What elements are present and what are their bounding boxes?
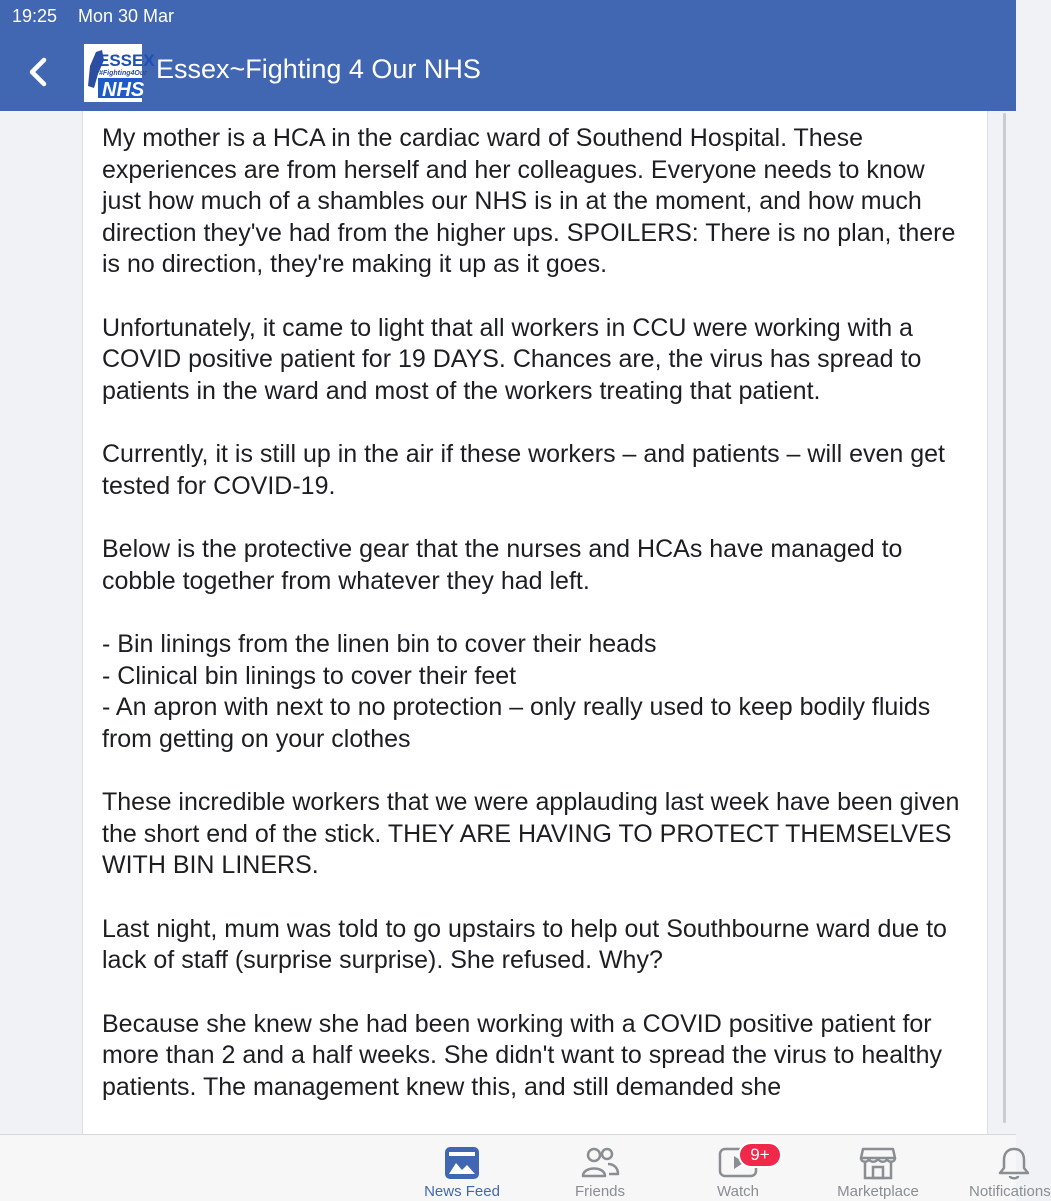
post-paragraph: These incredible workers that we were applauding last week have been given the short end of the stick. THEY ARE HAVING TO PROTECT THEMSELVES WITH BIN LINERS. [102,788,960,879]
watch-notification-badge: 9+ [738,1142,782,1168]
bottom-tab-bar [0,1134,1051,1201]
status-bar [0,0,1016,32]
bell-icon [996,1145,1032,1181]
tab-news-feed[interactable] [410,1135,514,1201]
back-button[interactable] [22,52,56,92]
news-feed-icon [443,1145,481,1181]
status-date: Mon 30 Mar [78,6,175,26]
post-paragraph: Because she knew she had been working with a COVID positive patient for more than 2 and a half weeks. She didn't want to spread the virus to healthy patients. The management knew this, and still demanded she [102,1009,943,1101]
friends-icon [580,1145,620,1181]
logo-text-fighting: #Fighting4Our [99,70,147,77]
tab-notifications[interactable] [960,1135,1051,1201]
tab-friends-label: Friends [574,1183,626,1200]
logo-text-essex: ESSEX [98,51,155,70]
nav-bar [0,32,1016,111]
post-paragraph: Unfortunately, it came to light that all workers in CCU were working with a COVID positive patient for 19 DAYS. Chances are, the virus has spread to patients in the ward and most of the workers treating that patient. [102,313,922,405]
post-paragraph: Last night, mum was told to go upstairs to help out Southbourne ward due to lack of staff (surprise surprise). She refused. Why? [102,914,947,974]
logo-text-nhs: NHS [102,79,145,101]
post-content [82,111,988,1134]
post-paragraph: Currently, it is still up in the air if these workers – and patients – will even get tested for COVID-19. [102,440,945,500]
status-time: 19:25 [12,6,58,26]
tab-friends[interactable] [556,1135,644,1201]
post-paragraph: My mother is a HCA in the cardiac ward of Southend Hospital. These experiences are from herself and her colleagues. Everyone needs to know just how much of a shambles our NHS is in at the moment, and how much direction they've had from the higher ups. SPOILERS: There is no plan, there is no direction, they're making it up as it goes. [102,124,956,278]
page-title[interactable]: Essex~Fighting 4 Our NHS [156,54,481,84]
post-paragraph: Below is the protective gear that the nurses and HCAs have managed to cobble together from whatever they had left. [102,535,903,595]
group-avatar[interactable] [84,44,155,102]
chevron-left-icon [22,52,56,92]
post-text [83,111,987,1103]
scrollbar[interactable] [1003,113,1006,1123]
tab-marketplace-label: Marketplace [837,1183,919,1200]
marketplace-icon [859,1145,897,1181]
tab-watch-label: Watch [717,1183,759,1200]
post-paragraph-list: - Bin linings from the linen bin to cover their heads - Clinical bin linings to cover their feet - An apron with next to no protection – only really used to keep bodily fluids from getting on your clothes [102,630,931,753]
tab-notifications-label: Notifications [969,1183,1051,1200]
tab-marketplace[interactable] [826,1135,930,1201]
tab-news-feed-label: News Feed [424,1183,500,1200]
